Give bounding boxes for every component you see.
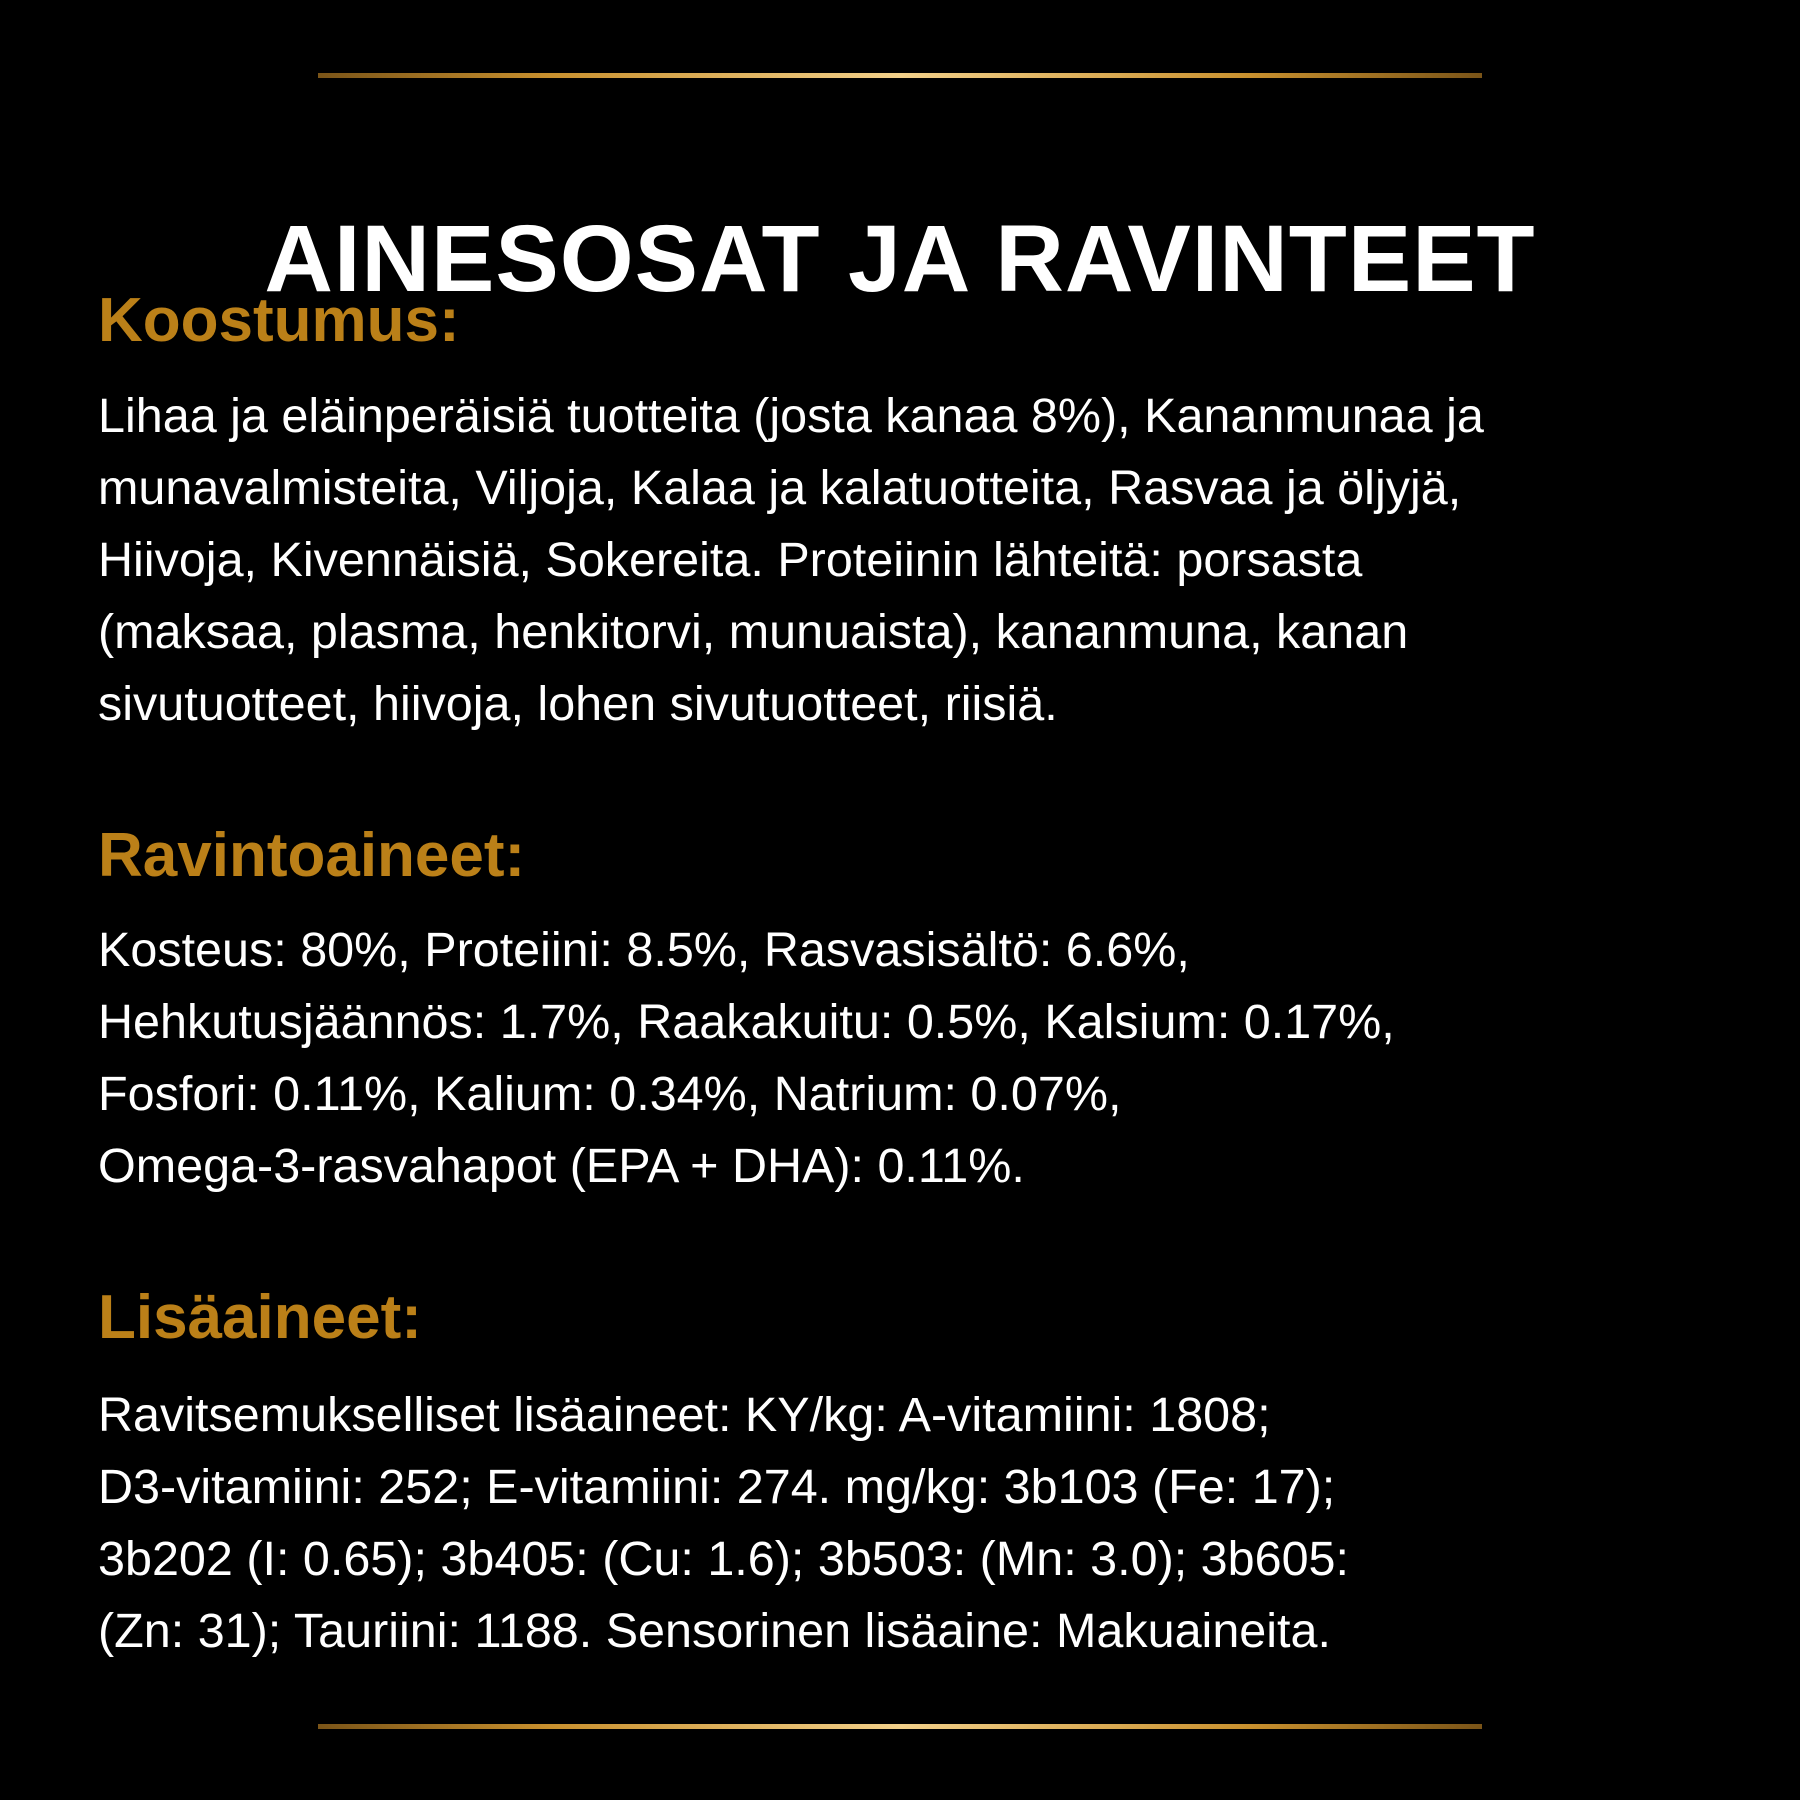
nutrients-text (98, 914, 1738, 1202)
additives-line: D3-vitamiini: 252; E-vitamiini: 274. mg/kg: 3b103 (Fe: 17); (98, 1460, 1336, 1514)
nutrients-line: Hehkutusjäännös: 1.7%, Raakakuitu: 0.5%, Kalsium: 0.17%, (98, 995, 1395, 1049)
nutrients-heading: Ravintoaineet: (98, 821, 526, 890)
composition-line: munavalmisteita, Viljoja, Kalaa ja kalatuotteita, Rasvaa ja öljyjä, (98, 461, 1462, 515)
additives-text (98, 1379, 1738, 1667)
composition-line: (maksaa, plasma, henkitorvi, munuaista), kananmuna, kanan (98, 605, 1409, 659)
composition-text (98, 380, 1738, 740)
additives-line: 3b202 (I: 0.65); 3b405: (Cu: 1.6); 3b503: (Mn: 3.0); 3b605: (98, 1532, 1350, 1586)
nutrients-line: Fosfori: 0.11%, Kalium: 0.34%, Natrium: 0.07%, (98, 1067, 1122, 1121)
composition-line: Hiivoja, Kivennäisiä, Sokereita. Proteiinin lähteitä: porsasta (98, 533, 1363, 587)
additives-heading: Lisäaineet: (98, 1283, 422, 1352)
composition-line: Lihaa ja eläinperäisiä tuotteita (josta kanaa 8%), Kananmunaa ja (98, 389, 1484, 443)
additives-line: (Zn: 31); Tauriini: 1188. Sensorinen lisäaine: Makuaineita. (98, 1604, 1331, 1658)
top-gold-divider (318, 73, 1482, 78)
bottom-gold-divider (318, 1724, 1482, 1729)
additives-line: Ravitsemukselliset lisäaineet: KY/kg: A-vitamiini: 1808; (98, 1388, 1271, 1442)
nutrients-line: Kosteus: 80%, Proteiini: 8.5%, Rasvasisältö: 6.6%, (98, 923, 1190, 977)
nutrients-line: Omega-3-rasvahapot (EPA + DHA): 0.11%. (98, 1139, 1025, 1193)
composition-line: sivutuotteet, hiivoja, lohen sivutuotteet, riisiä. (98, 677, 1058, 731)
composition-heading: Koostumus: (98, 286, 460, 355)
page-title: AINESOSAT JA RAVINTEET (264, 205, 1536, 312)
